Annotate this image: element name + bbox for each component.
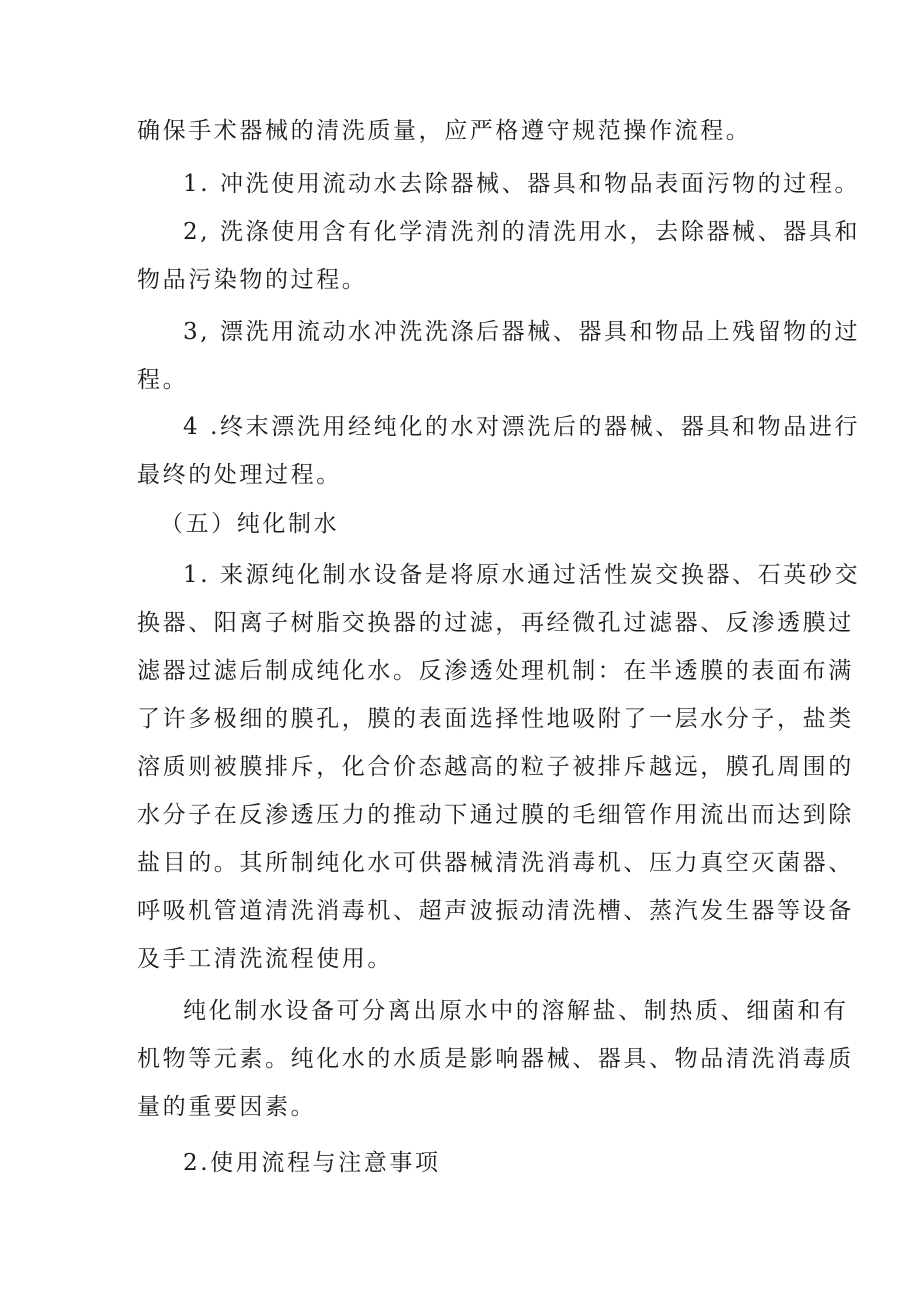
step-3-line-1: 3, 漂洗用流动水冲洗洗涤后器械、器具和物品上残留物的过 — [183, 319, 861, 345]
note-line-3: 量的重要因素。 — [137, 1094, 317, 1120]
step-4-line-2: 最终的处理过程。 — [137, 462, 342, 488]
item-1-line-5: 溶质则被膜排斥，化合价态越高的粒子被排斥越远，膜孔周围的 — [137, 754, 854, 780]
step-2-line-2: 物品污染物的过程。 — [137, 267, 368, 293]
item-2-heading: 2.使用流程与注意事项 — [183, 1150, 441, 1176]
step-4-line-1: 4 .终末漂洗用经纯化的水对漂洗后的器械、器具和物品进行 — [183, 414, 861, 440]
section-5-heading: （五）纯化制水 — [160, 511, 340, 537]
intro-line-1: 确保手术器械的清洗质量，应严格遵守规范操作流程。 — [137, 118, 752, 144]
item-1-line-8: 呼吸机管道清洗消毒机、超声波振动清洗槽、蒸汽发生器等设备 — [137, 898, 854, 924]
step-2-line-1: 2, 洗涤使用含有化学清洗剂的清洗用水，去除器械、器具和 — [183, 219, 861, 245]
item-1-line-6: 水分子在反渗透压力的推动下通过膜的毛细管作用流出而达到除 — [137, 802, 854, 828]
note-line-1: 纯化制水设备可分离出原水中的溶解盐、制热质、细菌和有 — [183, 998, 849, 1024]
step-1-line-1: 1. 冲洗使用流动水去除器械、器具和物品表面污物的过程。 — [183, 171, 861, 197]
item-1-line-7: 盐目的。其所制纯化水可供器械清洗消毒机、压力真空灭菌器、 — [137, 850, 854, 876]
item-1-line-3: 滤器过滤后制成纯化水。反渗透处理机制：在半透膜的表面布满 — [137, 658, 854, 684]
note-line-2: 机物等元素。纯化水的水质是影响器械、器具、物品清洗消毒质 — [137, 1046, 854, 1072]
item-1-line-9: 及手工清洗流程使用。 — [137, 946, 393, 972]
step-3-line-2: 程。 — [137, 367, 189, 393]
item-1-line-4: 了许多极细的膜孔，膜的表面选择性地吸附了一层水分子，盐类 — [137, 706, 854, 732]
item-1-line-1: 1. 来源纯化制水设备是将原水通过活性炭交换器、石英砂交 — [183, 562, 861, 588]
item-1-line-2: 换器、阳离子树脂交换器的过滤，再经微孔过滤器、反渗透膜过 — [137, 610, 854, 636]
